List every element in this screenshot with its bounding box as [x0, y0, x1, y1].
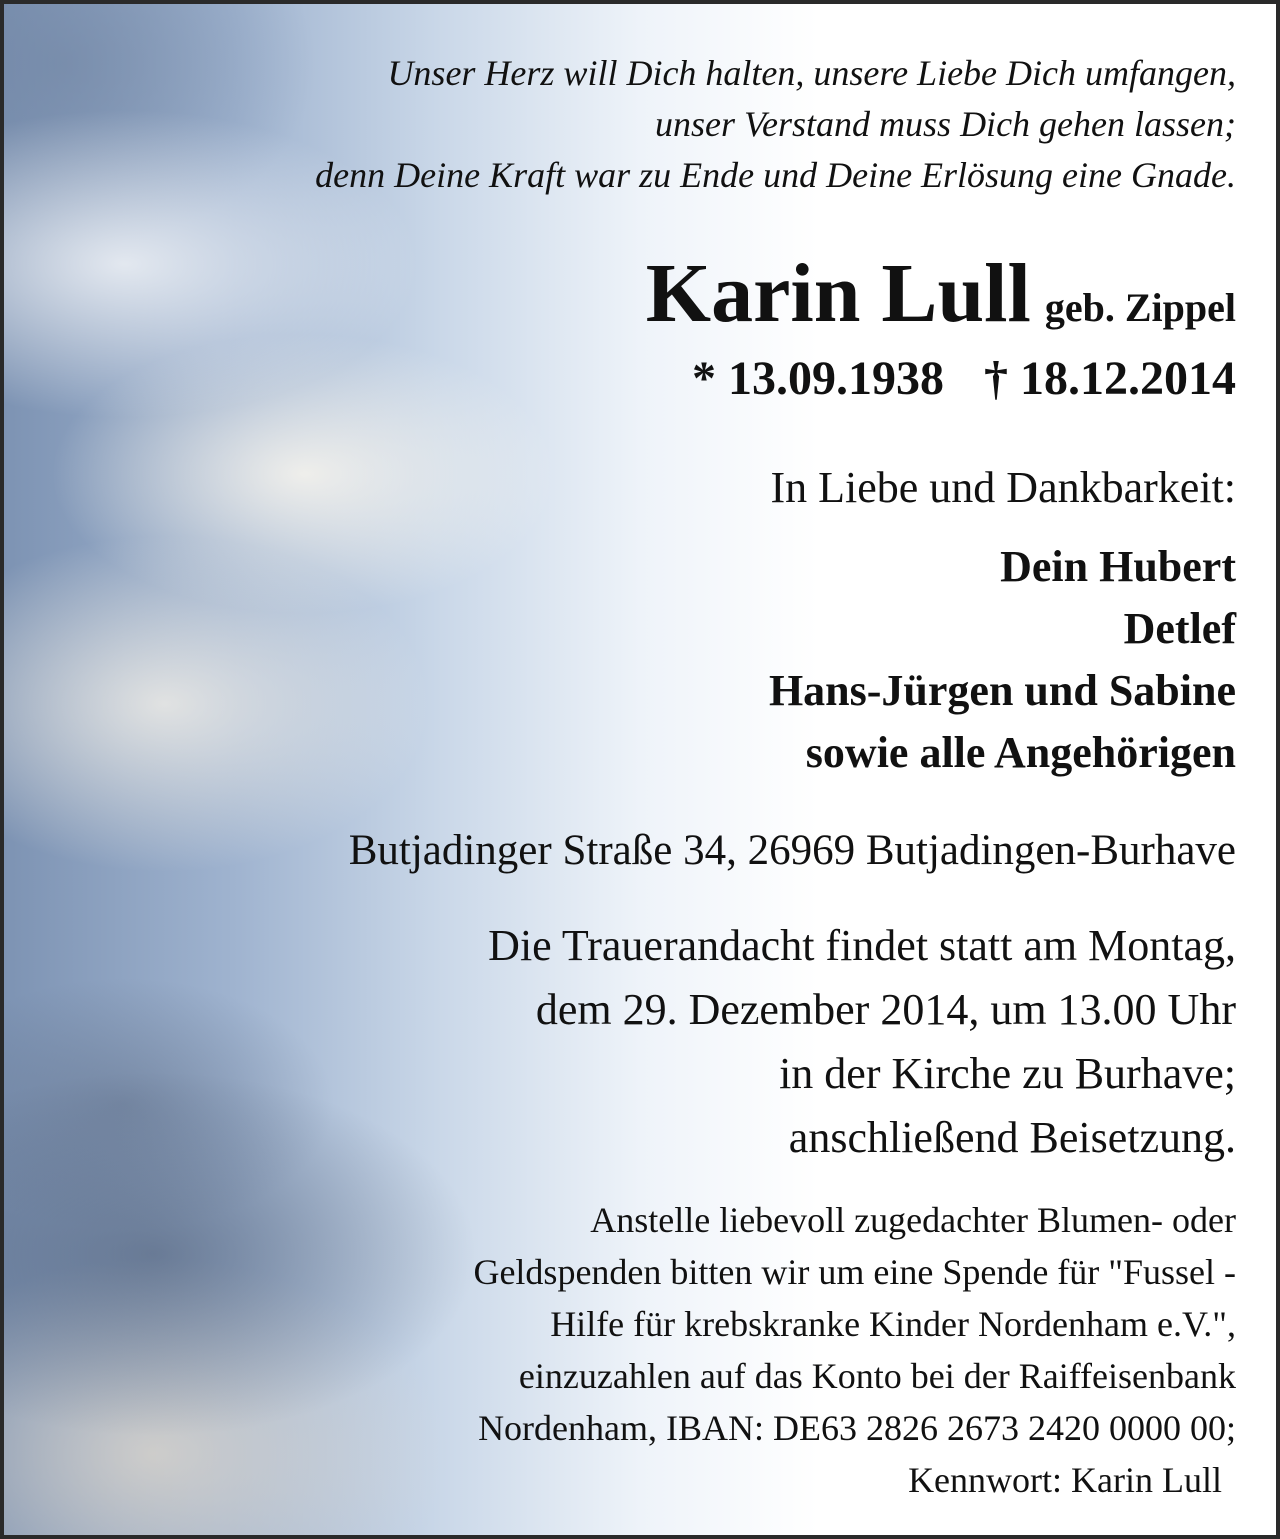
service-info: [488, 914, 1236, 1170]
mourners-list: [769, 536, 1236, 784]
birth-date: * 13.09.1938: [692, 352, 944, 405]
service-line: dem 29. Dezember 2014, um 13.00 Uhr: [535, 985, 1236, 1034]
thanks-line: In Liebe und Dankbarkeit:: [770, 463, 1236, 512]
donation-line: Nordenham, IBAN: DE63 2826 2673 2420 0000 00;: [478, 1408, 1236, 1448]
poem-line: denn Deine Kraft war zu Ende und Deine Erlösung eine Gnade.: [315, 155, 1236, 195]
death-date: † 18.12.2014: [984, 352, 1236, 405]
mourner: Detlef: [1123, 604, 1236, 653]
mourner: Hans-Jürgen und Sabine: [768, 666, 1236, 715]
birth-name: geb. Zippel: [1044, 285, 1236, 330]
deceased-name: Karin Lull: [645, 247, 1031, 340]
donation-line: Hilfe für krebskranke Kinder Nordenham e.V.",: [550, 1304, 1236, 1344]
donation-request: [473, 1194, 1236, 1506]
mourner: Dein Hubert: [1000, 542, 1236, 591]
donation-line: Anstelle liebevoll zugedachter Blumen- oder: [590, 1200, 1236, 1240]
service-line: anschließend Beisetzung.: [788, 1113, 1236, 1162]
poem-line: unser Verstand muss Dich gehen lassen;: [655, 104, 1236, 144]
service-line: Die Trauerandacht findet statt am Montag,: [488, 921, 1236, 970]
donation-keyword: Kennwort: Karin Lull: [908, 1460, 1222, 1500]
mourner: sowie alle Angehörigen: [805, 728, 1236, 777]
life-dates: [692, 349, 1236, 409]
poem-line: Unser Herz will Dich halten, unsere Liebe Dich umfangen,: [387, 53, 1236, 93]
donation-line: Geldspenden bitten wir um eine Spende für "Fussel -: [473, 1252, 1236, 1292]
memorial-poem: [315, 48, 1236, 201]
service-line: in der Kirche zu Burhave;: [779, 1049, 1236, 1098]
donation-line: einzuzahlen auf das Konto bei der Raiffeisenbank: [518, 1356, 1236, 1396]
deceased-name-line: [646, 244, 1236, 344]
address: Butjadinger Straße 34, 26969 Butjadingen-Burhave: [348, 827, 1236, 874]
